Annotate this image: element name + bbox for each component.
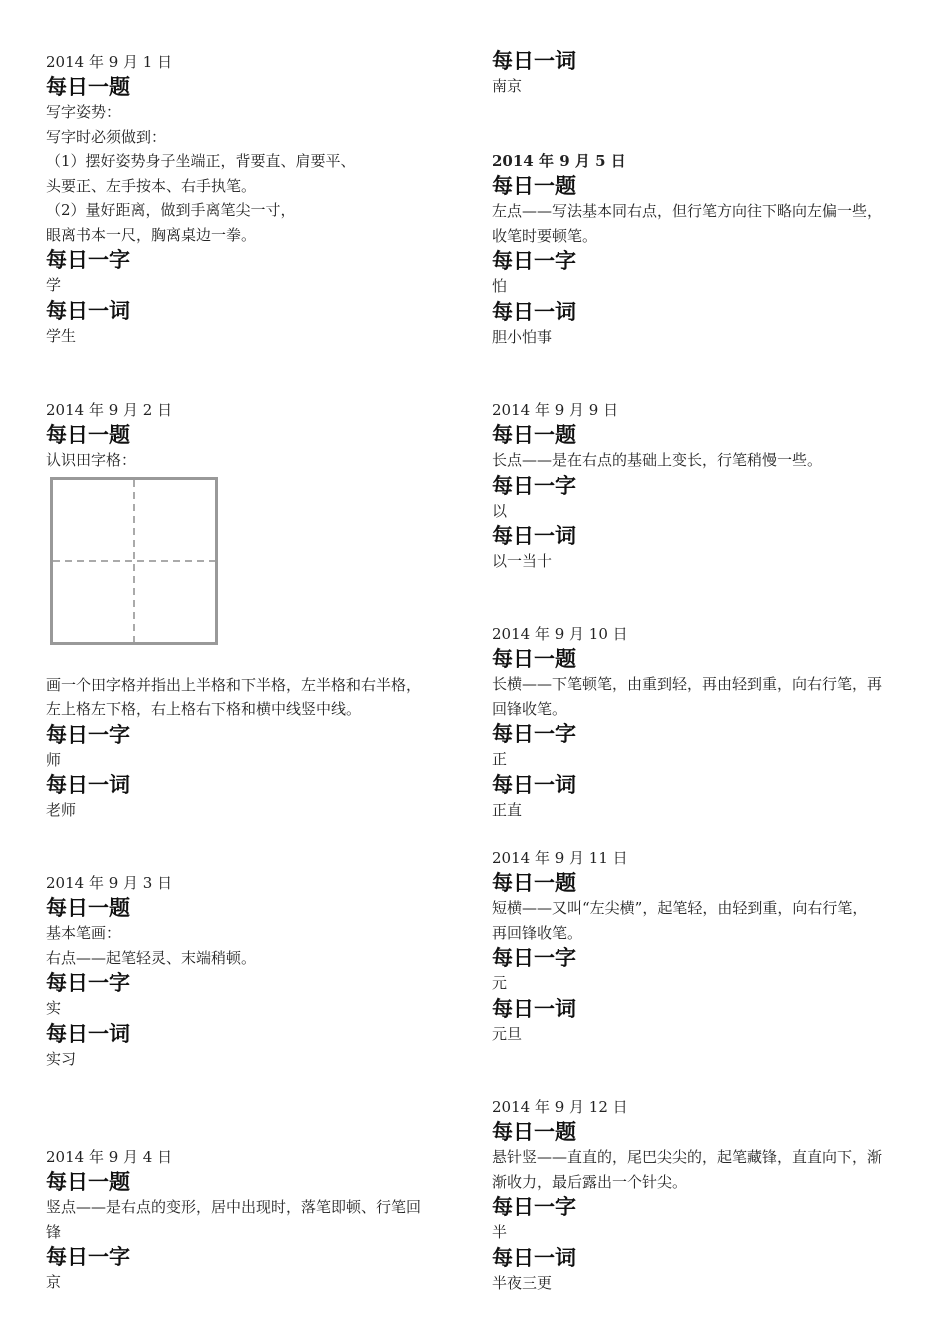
daily-word: 学生: [46, 326, 77, 345]
daily-character: 半: [492, 1223, 508, 1241]
daily-question-heading: 每日一题: [492, 174, 576, 198]
daily-word: 老师: [46, 801, 77, 819]
daily-word-heading: 每日一词: [492, 772, 576, 797]
question-line: 回锋收笔。: [492, 699, 568, 718]
daily-character-heading: 每日一字: [492, 946, 576, 970]
daily-word: 正直: [492, 800, 523, 819]
daily-character: 元: [492, 974, 508, 992]
entry-sep-12: [492, 1095, 912, 1295]
daily-word: 胆小怕事: [492, 327, 553, 346]
daily-question-heading: 每日一题: [492, 423, 576, 447]
tianzige-grid-figure: [50, 477, 218, 645]
question-line: 基本笔画：: [46, 924, 122, 942]
entry-sep-11: [492, 846, 912, 1046]
daily-question-heading: 每日一题: [492, 647, 576, 671]
daily-character-heading: 每日一字: [46, 971, 130, 995]
daily-character: 实: [46, 999, 62, 1017]
daily-character-heading: 每日一字: [492, 1195, 576, 1219]
daily-word-heading: 每日一词: [492, 299, 576, 324]
daily-word-heading: 每日一词: [492, 1245, 576, 1270]
daily-question-heading: 每日一题: [46, 423, 130, 447]
daily-word-heading: 每日一词: [46, 298, 130, 323]
daily-character-heading: 每日一字: [46, 248, 130, 272]
daily-character: 师: [46, 750, 62, 769]
question-line: 左点——写法基本同右点，但行笔方向往下略向左偏一些，: [492, 202, 883, 220]
question-line: 短横——又叫“左尖横”，起笔轻，由轻到重，向右行笔，: [492, 899, 868, 917]
question-line: 右点——起笔轻灵、末端稍顿。: [46, 948, 257, 967]
entry-sep-3: [46, 871, 466, 1071]
entry-date: 2014 年 9 月 10 日: [492, 625, 628, 643]
daily-character: 正: [492, 750, 508, 768]
question-line: （2）量好距离，做到手离笔尖一寸，: [46, 201, 296, 219]
entry-sep-4-continued: [492, 48, 912, 99]
question-line: 写字姿势：: [46, 103, 122, 121]
entry-sep-10: [492, 622, 912, 822]
entry-date: 2014 年 9 月 2 日: [46, 401, 173, 419]
question-line: 画一个田字格并指出上半格和下半格，左半格和右半格，: [46, 675, 422, 694]
entry-sep-4: [46, 1145, 466, 1295]
daily-word-heading: 每日一词: [492, 524, 576, 548]
daily-character: 以: [492, 501, 508, 520]
question-line: 长横——下笔顿笔，由重到轻，再由轻到重，向右行笔，再: [492, 675, 883, 693]
question-line: 头要正、左手按本、右手执笔。: [46, 176, 257, 195]
entry-date: 2014 年 9 月 11 日: [492, 849, 628, 867]
entry-date: 2014 年 9 月 9 日: [492, 401, 619, 419]
entry-date: 2014 年 9 月 3 日: [46, 874, 173, 892]
entry-sep-2: [46, 398, 466, 823]
question-line: 长点——是在右点的基础上变长，行笔稍慢一些。: [492, 451, 823, 469]
daily-word: 南京: [492, 77, 523, 95]
daily-question-heading: 每日一题: [492, 1120, 576, 1144]
entry-date: 2014 年 9 月 4 日: [46, 1148, 173, 1166]
daily-character-heading: 每日一字: [492, 473, 576, 498]
entry-sep-1: [46, 50, 466, 348]
daily-word-heading: 每日一词: [46, 773, 130, 797]
entry-date: 2014 年 9 月 5 日: [492, 152, 626, 170]
entry-sep-9: [492, 398, 912, 574]
daily-character-heading: 每日一字: [46, 1245, 130, 1269]
daily-question-heading: 每日一题: [492, 871, 576, 895]
daily-word: 元旦: [492, 1024, 523, 1043]
daily-word-heading: 每日一词: [46, 1021, 130, 1046]
question-line: 写字时必须做到：: [46, 127, 167, 146]
entry-date: 2014 年 9 月 12 日: [492, 1098, 628, 1116]
question-line: 左上格左下格，右上格右下格和横中线竖中线。: [46, 700, 362, 718]
question-line: 眼离书本一尺，胸离桌边一拳。: [46, 225, 257, 244]
daily-question-heading: 每日一题: [46, 75, 130, 99]
daily-character: 怕: [492, 277, 508, 295]
daily-character-heading: 每日一字: [46, 722, 130, 747]
daily-question-heading: 每日一题: [46, 896, 130, 920]
question-line: 收笔时要顿笔。: [492, 226, 598, 245]
daily-word: 实习: [46, 1049, 77, 1068]
question-line: 渐收力，最后露出一个针尖。: [492, 1172, 688, 1191]
question-line: 锋: [46, 1222, 62, 1241]
daily-character: 京: [46, 1273, 62, 1291]
daily-question-heading: 每日一题: [46, 1170, 130, 1194]
daily-character-heading: 每日一字: [492, 249, 576, 273]
daily-word: 以一当十: [492, 552, 553, 570]
daily-word-heading: 每日一词: [492, 49, 576, 73]
question-line: 再回锋收笔。: [492, 923, 583, 942]
entry-date: 2014 年 9 月 1 日: [46, 53, 173, 71]
question-line: 认识田字格：: [46, 451, 137, 469]
daily-word-heading: 每日一词: [492, 996, 576, 1021]
daily-word: 半夜三更: [492, 1273, 553, 1292]
question-line: 悬针竖——直直的，尾巴尖尖的，起笔藏锋，直直向下，渐: [492, 1148, 883, 1166]
daily-character: 学: [46, 276, 62, 294]
question-line: 竖点——是右点的变形，居中出现时，落笔即顿、行笔回: [46, 1198, 422, 1216]
question-line: （1）摆好姿势身子坐端正，背要直、肩要平、: [46, 152, 356, 170]
daily-character-heading: 每日一字: [492, 722, 576, 746]
entry-sep-5: [492, 149, 912, 349]
